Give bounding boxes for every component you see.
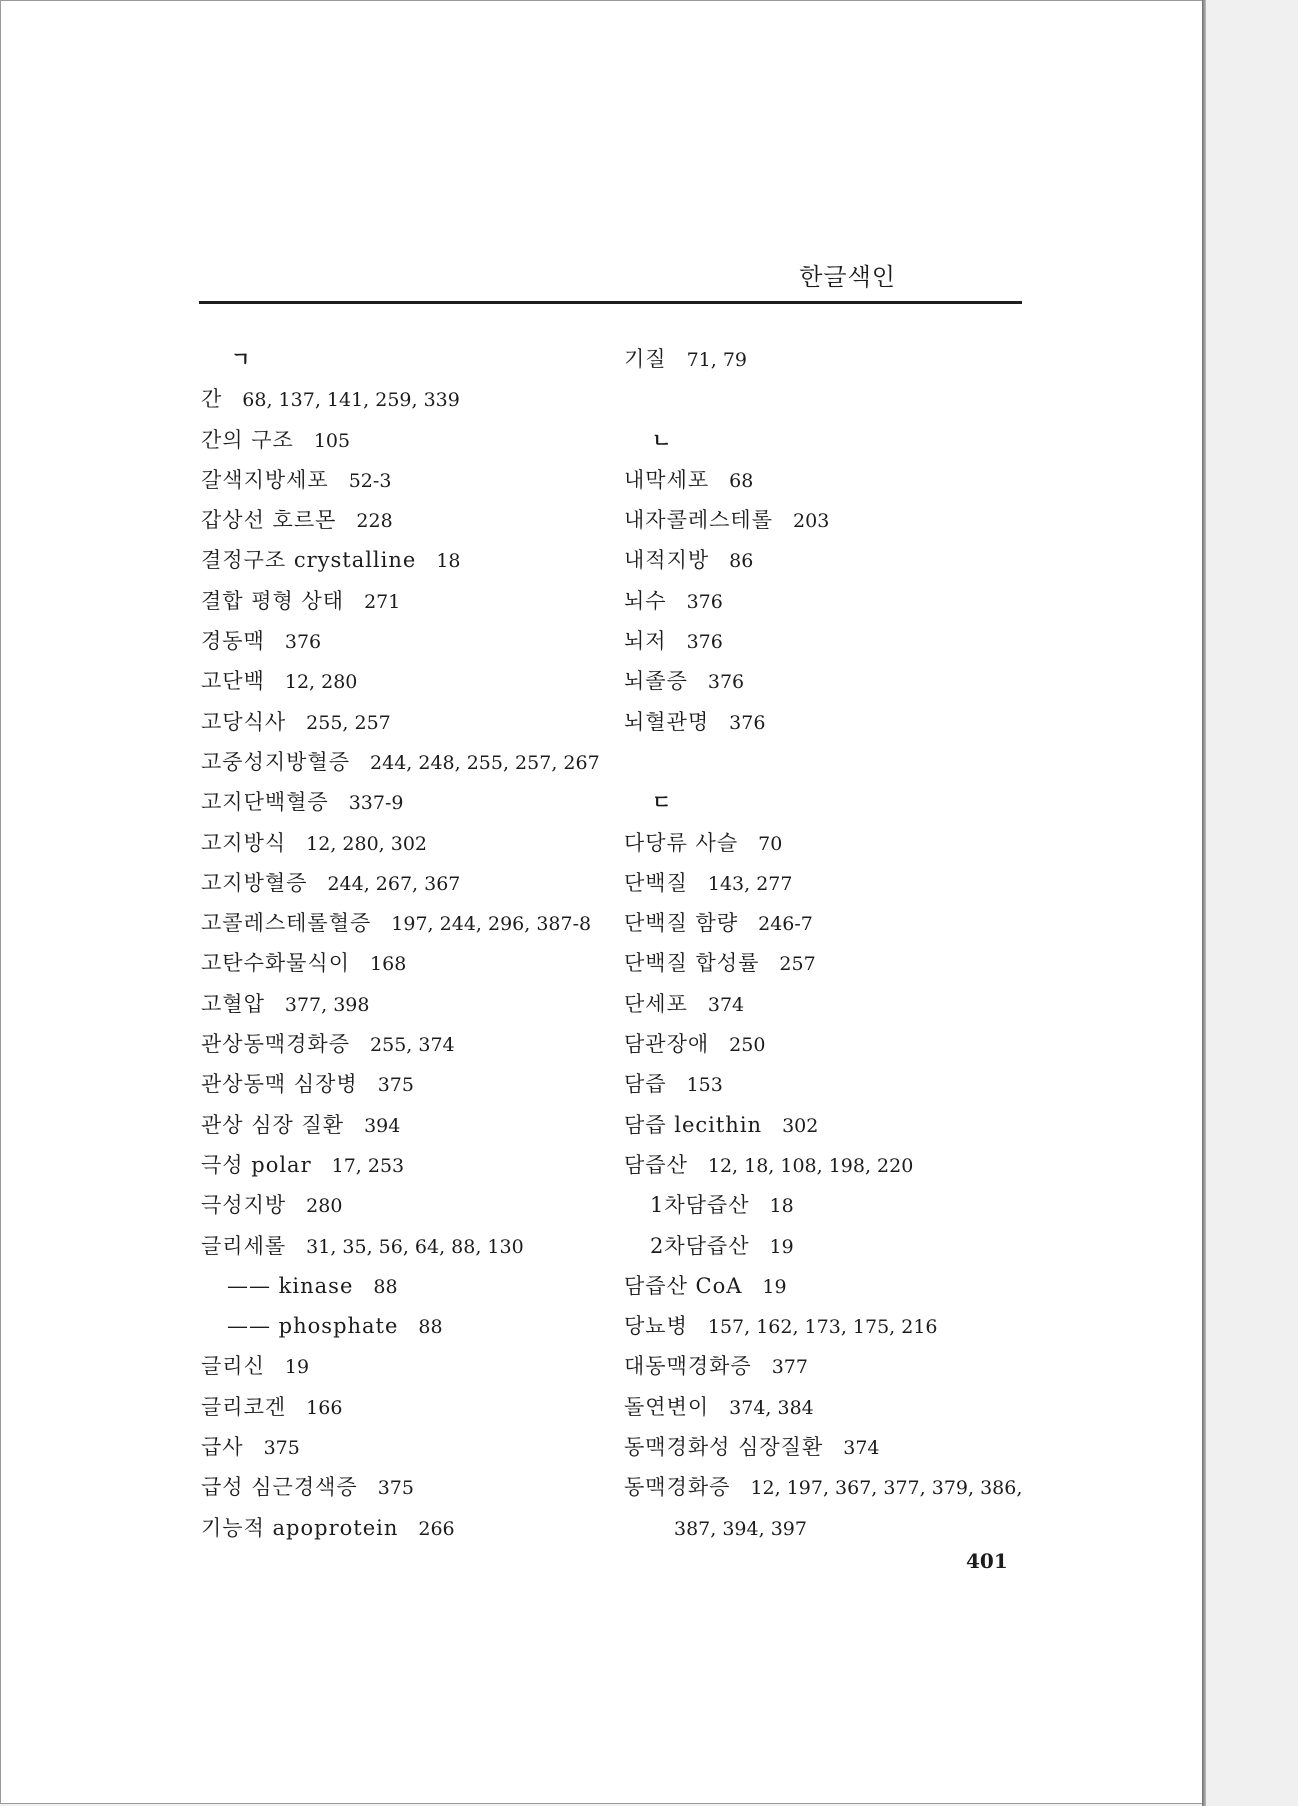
page-edge-shadow (1202, 0, 1206, 1806)
index-entry (201, 863, 611, 903)
index-term: —— phosphate (227, 1314, 399, 1339)
index-entry (624, 903, 1034, 943)
index-page-refs: 271 (364, 590, 401, 613)
index-entry (624, 1064, 1034, 1104)
index-entry (624, 1266, 1034, 1306)
index-page-refs: 394 (364, 1114, 401, 1137)
index-entry (624, 500, 1034, 540)
index-entry (201, 984, 611, 1024)
index-term: 내자콜레스테롤 (624, 508, 774, 533)
index-entry (201, 540, 611, 580)
index-term: 담즙산 (624, 1152, 688, 1177)
index-column-right (624, 339, 1034, 1548)
index-term: 간의 구조 (201, 427, 294, 452)
index-page-refs: 376 (686, 631, 723, 654)
index-page-refs: 255, 257 (306, 711, 391, 734)
index-entry (201, 1185, 611, 1225)
index-page-refs: 376 (284, 631, 322, 654)
header-rule (199, 301, 1022, 304)
index-page-refs: 203 (793, 510, 830, 533)
index-page-refs: 257 (779, 953, 816, 976)
index-term: 내적지방 (624, 548, 710, 573)
index-entry (201, 581, 611, 621)
index-term: 결정구조 crystalline (201, 548, 417, 573)
index-entry (201, 621, 611, 661)
index-term: 글리세롤 (201, 1233, 287, 1258)
index-page-refs: 387, 394, 397 (674, 1517, 807, 1540)
index-entry (624, 621, 1034, 661)
index-term: 경동맥 (201, 629, 265, 654)
index-entry (201, 1226, 611, 1266)
index-entry (624, 1467, 1034, 1507)
index-term: 뇌졸증 (624, 669, 688, 694)
index-entry (624, 1346, 1034, 1386)
index-subentry (624, 1226, 1034, 1266)
index-page-refs: 18 (436, 550, 461, 573)
index-term: 글리코겐 (201, 1394, 287, 1419)
index-entry (201, 1064, 611, 1104)
index-subentry (201, 1266, 611, 1306)
index-term: 단백질 함량 (624, 911, 739, 936)
index-term: 동맥경화성 심장질환 (624, 1435, 824, 1460)
index-column-left (201, 339, 611, 1548)
index-term: 1차담즙산 (650, 1193, 750, 1218)
index-entry (624, 1427, 1034, 1467)
index-page-refs: 143, 277 (707, 872, 793, 895)
index-term: 내막세포 (624, 467, 710, 492)
index-page-refs: 12, 280 (284, 671, 358, 694)
index-term: 글리신 (201, 1354, 265, 1379)
index-term: 극성 polar (201, 1152, 312, 1177)
index-entry (201, 1105, 611, 1145)
index-entry (201, 1467, 611, 1507)
index-term: 결합 평형 상태 (201, 588, 345, 613)
index-entry (201, 1145, 611, 1185)
index-term: 기능적 apoprotein (201, 1515, 399, 1540)
index-page-refs: 86 (729, 550, 754, 573)
index-page-refs: 12, 18, 108, 198, 220 (707, 1154, 914, 1177)
index-page-refs: 376 (729, 711, 766, 734)
index-subentry (624, 1185, 1034, 1225)
index-page-refs: 157, 162, 173, 175, 216 (707, 1316, 938, 1339)
index-term: 고지단백혈증 (201, 790, 329, 815)
index-term: 고중성지방혈증 (201, 749, 351, 774)
index-page-refs: 375 (263, 1437, 300, 1460)
index-page-refs: 153 (686, 1074, 723, 1097)
index-entry (201, 1427, 611, 1467)
index-page-refs: 374, 384 (729, 1396, 814, 1419)
index-page-refs: 376 (686, 590, 723, 613)
index-page-refs: 376 (707, 671, 745, 694)
section-heading: ㄱ (231, 347, 251, 371)
index-term: 기질 (624, 347, 667, 371)
index-page-refs: 280 (306, 1195, 343, 1218)
page-header-title: 한글색인 (799, 263, 896, 291)
index-term: 간 (201, 387, 223, 412)
index-term: 뇌저 (624, 629, 667, 654)
index-term: 급사 (201, 1435, 244, 1460)
index-term: 고지방식 (201, 830, 287, 855)
index-term: 단세포 (624, 991, 688, 1016)
index-page-refs: 168 (370, 953, 407, 976)
index-term: 담관장애 (624, 1032, 710, 1057)
index-page-refs: 88 (418, 1316, 443, 1339)
index-page-refs: 375 (377, 1074, 414, 1097)
index-page-refs: 246-7 (758, 913, 813, 936)
index-term: 극성지방 (201, 1193, 287, 1218)
section-heading: ㄴ (652, 427, 672, 452)
index-term: 고당식사 (201, 709, 287, 734)
index-page-refs: 68, 137, 141, 259, 339 (242, 389, 460, 412)
index-entry (201, 661, 611, 701)
index-term: 관상 심장 질환 (201, 1112, 345, 1137)
index-entry (624, 1387, 1034, 1427)
index-entry (201, 1024, 611, 1064)
index-page-refs: 255, 374 (370, 1034, 455, 1057)
index-page-refs: 31, 35, 56, 64, 88, 130 (306, 1235, 524, 1258)
index-page-refs: 19 (762, 1275, 787, 1298)
index-term: 뇌혈관명 (624, 709, 710, 734)
index-entry (624, 1306, 1034, 1346)
index-entry (201, 1508, 611, 1548)
index-term: 고혈압 (201, 991, 265, 1016)
index-entry (624, 823, 1034, 863)
index-term: 갈색지방세포 (201, 467, 329, 492)
index-page-refs: 12, 197, 367, 377, 379, 386, (750, 1477, 1023, 1500)
index-page-refs: 375 (377, 1477, 414, 1500)
section-spacer (624, 742, 1034, 782)
index-entry (201, 500, 611, 540)
index-page-refs: 250 (729, 1034, 766, 1057)
index-term: 고콜레스테롤혈증 (201, 911, 372, 936)
index-entry (624, 460, 1034, 500)
index-page-refs: 166 (306, 1396, 343, 1419)
index-entry (624, 1145, 1034, 1185)
index-page-refs: 377, 398 (284, 993, 370, 1016)
index-term: 돌연변이 (624, 1394, 710, 1419)
index-entry (201, 460, 611, 500)
index-page-refs: 377 (771, 1356, 808, 1379)
index-page-refs: 18 (769, 1195, 794, 1218)
index-page-refs: 302 (782, 1114, 819, 1137)
index-page-refs: 70 (758, 832, 783, 855)
index-entry (624, 540, 1034, 580)
index-entry (201, 823, 611, 863)
index-term: 고지방혈증 (201, 870, 308, 895)
index-term: —— kinase (227, 1273, 354, 1298)
index-entry (624, 863, 1034, 903)
index-page-refs: 68 (729, 469, 754, 492)
index-entry (624, 702, 1034, 742)
index-page-refs: 374 (843, 1437, 880, 1460)
index-entry (201, 903, 611, 943)
index-term: 급성 심근경색증 (201, 1475, 358, 1500)
index-entry (201, 1346, 611, 1386)
index-page-refs: 228 (356, 510, 393, 533)
index-page-refs: 88 (373, 1275, 398, 1298)
index-page-refs: 266 (418, 1517, 455, 1540)
index-term: 단백질 (624, 870, 688, 895)
index-page-refs: 17, 253 (331, 1154, 405, 1177)
index-term: 동맥경화증 (624, 1475, 731, 1500)
index-page-refs: 19 (284, 1356, 310, 1379)
index-entry (624, 581, 1034, 621)
index-page-refs: 52-3 (348, 469, 392, 492)
section-heading: ㄷ (652, 790, 672, 815)
index-page-refs: 244, 248, 255, 257, 267 (370, 751, 600, 774)
index-entry (201, 782, 611, 822)
index-entry (201, 702, 611, 742)
index-page-refs: 105 (313, 429, 351, 452)
index-page-refs: 71, 79 (686, 349, 748, 371)
index-entry (201, 943, 611, 983)
index-term: 관상동맥경화증 (201, 1032, 351, 1057)
index-term: 당뇨병 (624, 1314, 688, 1339)
index-entry (624, 1024, 1034, 1064)
index-term: 갑상선 호르몬 (201, 508, 337, 533)
index-entry (624, 661, 1034, 701)
index-entry (624, 1105, 1034, 1145)
page-number: 401 (966, 1549, 1008, 1573)
index-term: 담즙 lecithin (624, 1112, 763, 1137)
index-page-refs: 374 (707, 993, 745, 1016)
index-term: 담즙산 CoA (624, 1273, 743, 1298)
index-entry-continuation (624, 1508, 1034, 1548)
index-term: 2차담즙산 (650, 1233, 750, 1258)
index-entry (624, 943, 1034, 983)
section-spacer (624, 379, 1034, 419)
index-term: 담즙 (624, 1072, 667, 1097)
index-entry (201, 379, 611, 419)
index-subentry (201, 1306, 611, 1346)
index-page-refs: 337-9 (348, 792, 404, 815)
index-entry (201, 742, 611, 782)
index-term: 대동맥경화증 (624, 1354, 752, 1379)
index-entry (624, 339, 1034, 379)
index-page-refs: 244, 267, 367 (327, 872, 461, 895)
index-entry (201, 1387, 611, 1427)
index-entry (624, 984, 1034, 1024)
index-entry (201, 420, 611, 460)
index-term: 고단백 (201, 669, 265, 694)
index-term: 다당류 사슬 (624, 830, 739, 855)
index-page-refs: 197, 244, 296, 387-8 (391, 913, 592, 936)
index-page-refs: 19 (769, 1235, 794, 1258)
index-term: 관상동맥 심장병 (201, 1072, 358, 1097)
index-term: 단백질 합성률 (624, 951, 760, 976)
index-page-refs: 12, 280, 302 (306, 832, 428, 855)
index-term: 고탄수화물식이 (201, 951, 351, 976)
index-term: 뇌수 (624, 588, 667, 613)
